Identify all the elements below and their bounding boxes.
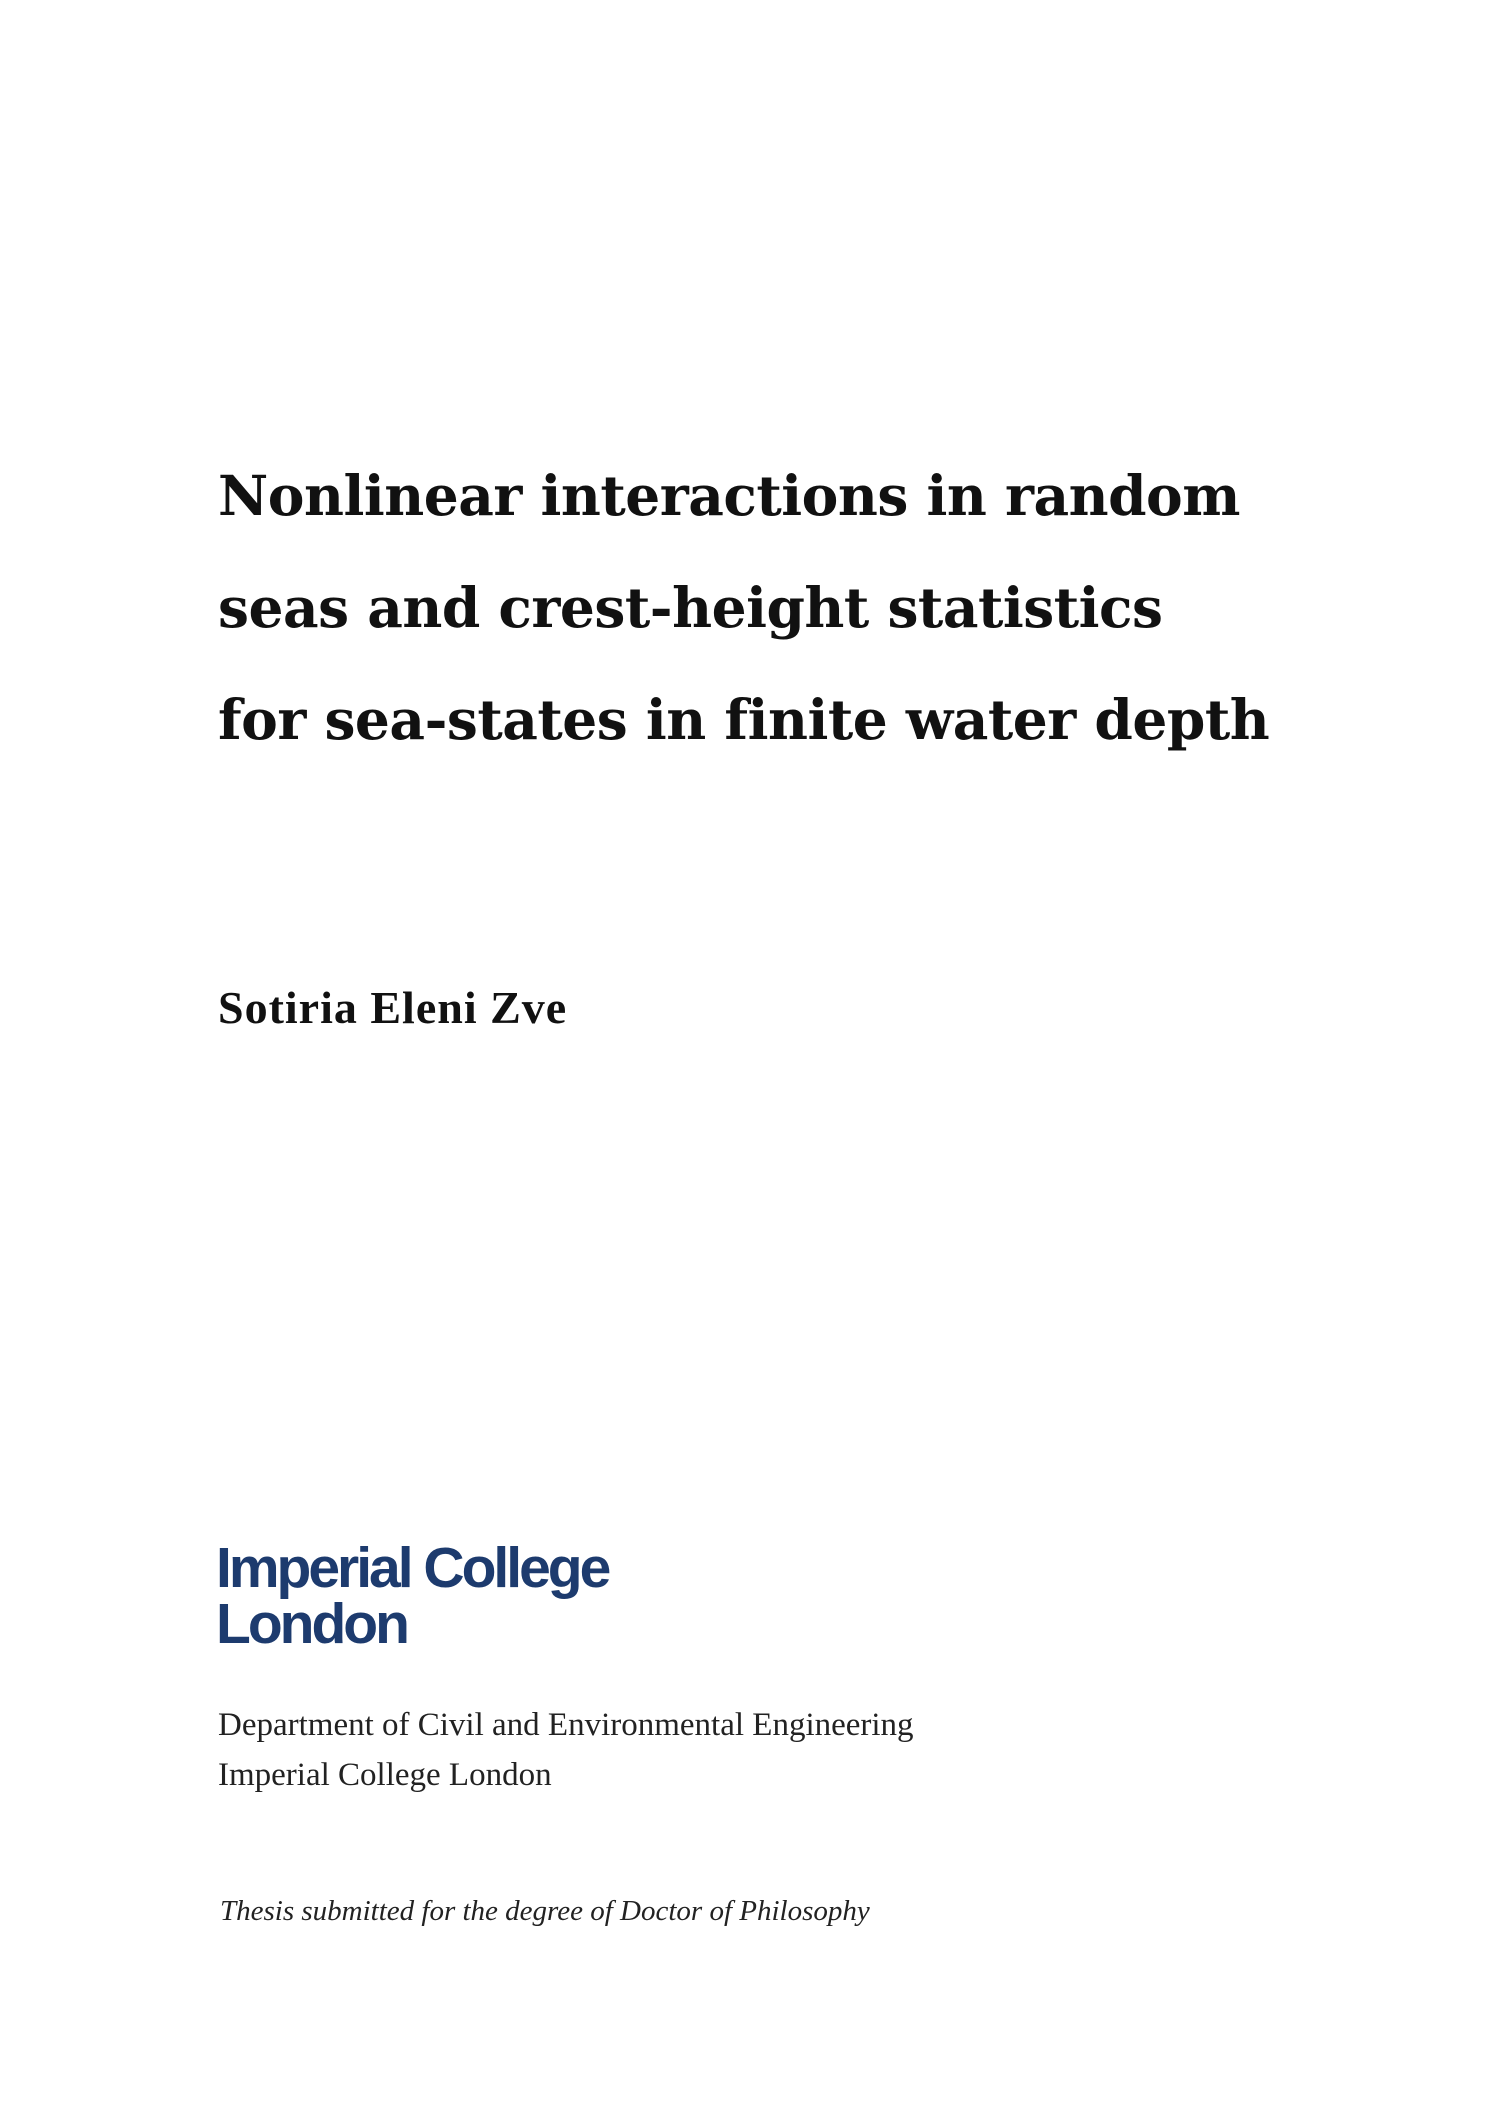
degree-statement: Thesis submitted for the degree of Doctor of Philosophy	[220, 1895, 870, 1927]
institution-name: Imperial College London	[218, 1757, 552, 1793]
department-name: Department of Civil and Environmental Engineering	[218, 1707, 914, 1743]
thesis-title	[218, 440, 1368, 776]
thesis-title-line: Nonlinear interactions in random	[218, 463, 1240, 528]
thesis-title-line: for sea-states in finite water depth	[218, 687, 1270, 752]
thesis-title-line: seas and crest-height statistics	[218, 575, 1163, 640]
affiliation	[218, 1700, 914, 1800]
author-name: Sotiria Eleni Zve	[218, 982, 568, 1033]
logo-line: London	[216, 1592, 407, 1656]
imperial-college-logo	[216, 1536, 696, 1656]
logo-line: Imperial College	[216, 1536, 609, 1600]
